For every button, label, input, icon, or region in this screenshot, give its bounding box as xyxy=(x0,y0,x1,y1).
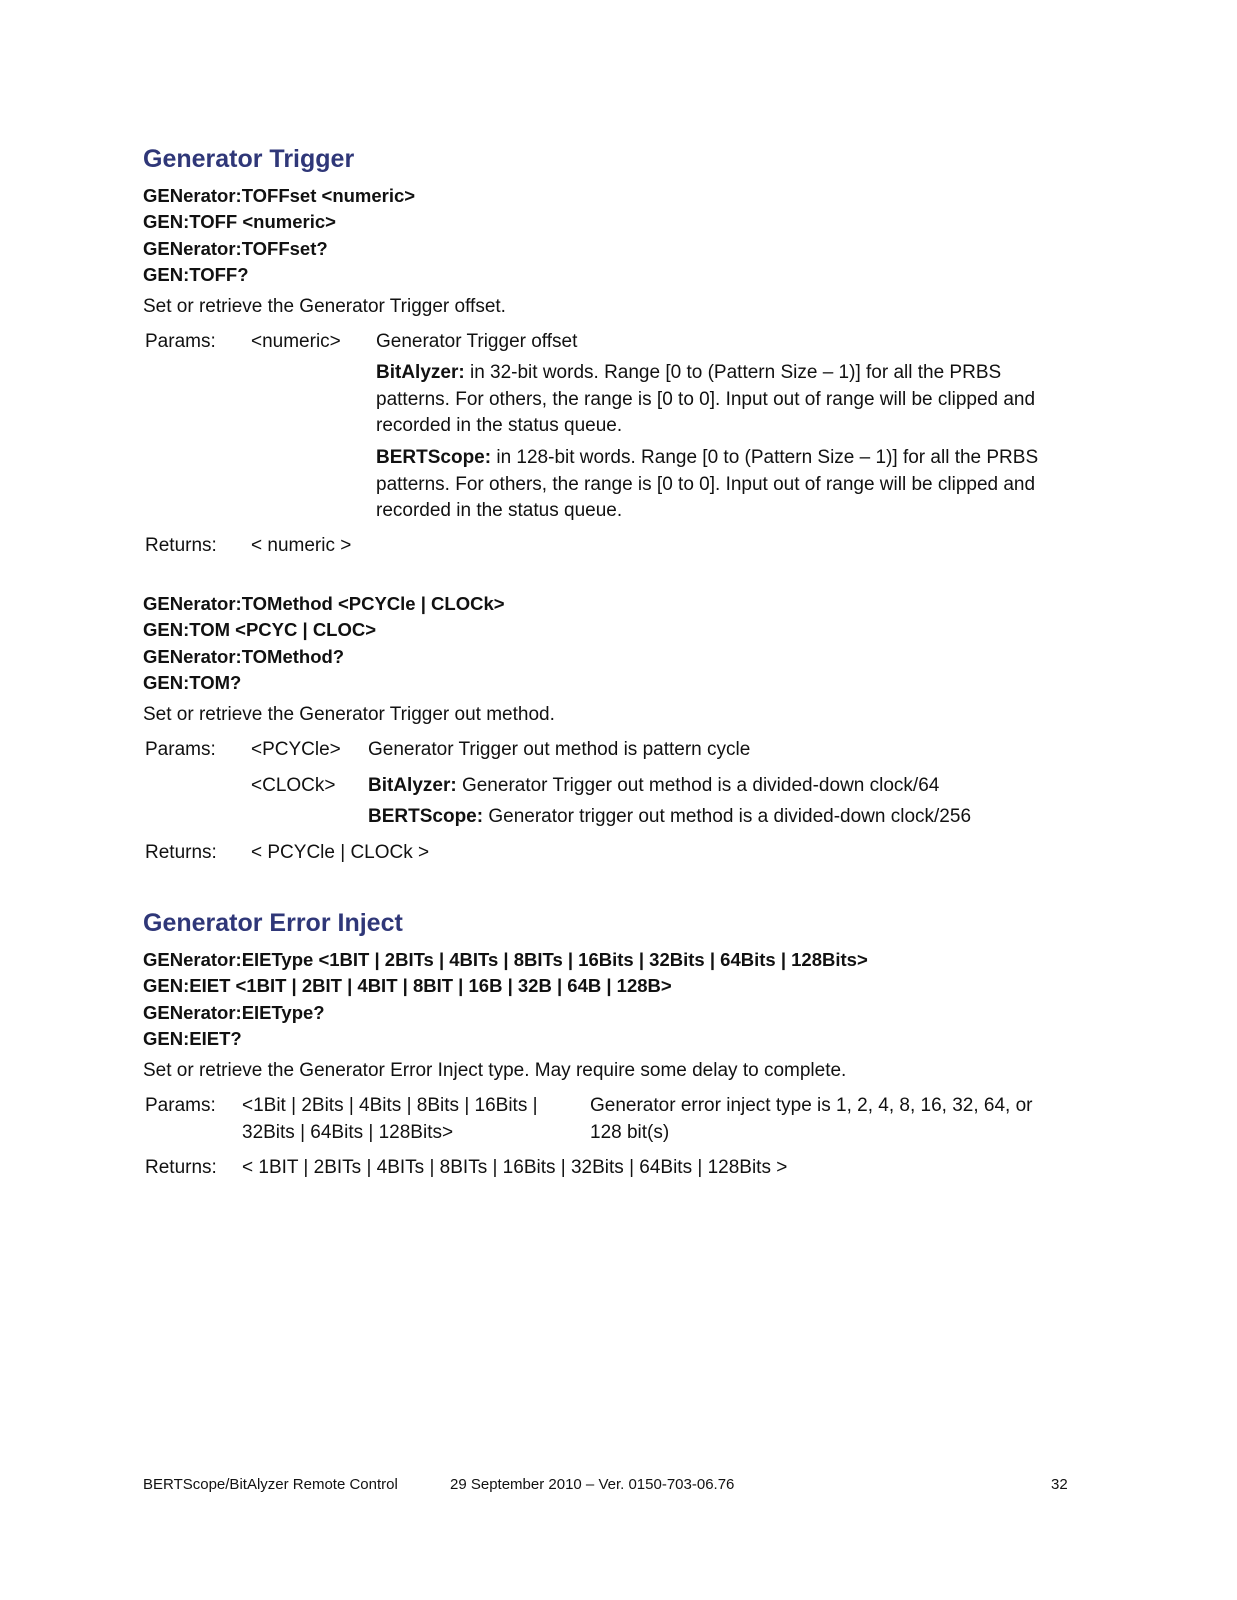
command-description: Set or retrieve the Generator Trigger offset. xyxy=(143,296,506,317)
command-description: Set or retrieve the Generator Trigger out method. xyxy=(143,704,555,725)
bertscope-text: in 128-bit words. Range [0 to (Pattern Size – 1)] for all the PRBS patterns. For others, the range is [0 to 0]. Input out of range will be clipped and recorded in the status queue. xyxy=(376,447,1039,521)
command-line: GENerator:TOMethod? xyxy=(143,646,345,667)
command-line: GENerator:TOMethod <PCYCle | CLOCk> xyxy=(143,593,505,614)
command-line: GENerator:TOFFset <numeric> xyxy=(143,185,416,206)
param-name: <PCYCle> xyxy=(251,739,341,760)
param-description: Generator Trigger offset xyxy=(376,331,578,352)
param-description: Generator error inject type is 1, 2, 4, 8, 16, 32, 64, or 128 bit(s) xyxy=(590,1095,1033,1143)
section-title-generator-error-inject: Generator Error Inject xyxy=(143,909,403,937)
param-name: <CLOCk> xyxy=(251,775,336,796)
command-line: GEN:TOFF <numeric> xyxy=(143,211,336,232)
returns-value: < numeric > xyxy=(251,535,352,556)
param-name: <numeric> xyxy=(251,331,341,352)
command-line: GEN:TOFF? xyxy=(143,264,249,285)
command-line: GEN:TOM? xyxy=(143,672,242,693)
command-description: Set or retrieve the Generator Error Inject type. May require some delay to complete. xyxy=(143,1060,847,1081)
bertscope-note xyxy=(376,445,1056,525)
command-line: GENerator:TOFFset? xyxy=(143,238,328,259)
param-description: Generator Trigger out method is pattern cycle xyxy=(368,739,751,760)
bertscope-label: BERTScope: xyxy=(376,447,492,468)
footer-date-version: 29 September 2010 – Ver. 0150-703-06.76 xyxy=(450,1476,735,1493)
bertscope-note xyxy=(368,804,971,831)
command-line: GENerator:EIEType? xyxy=(143,1002,325,1023)
command-line: GEN:EIET? xyxy=(143,1028,242,1049)
returns-value: < 1BIT | 2BITs | 4BITs | 8BITs | 16Bits | 32Bits | 64Bits | 128Bits > xyxy=(242,1157,788,1178)
returns-label: Returns: xyxy=(145,842,217,863)
bertscope-label: BERTScope: xyxy=(368,806,484,827)
bitalyzer-text: in 32-bit words. Range [0 to (Pattern Size – 1)] for all the PRBS patterns. For others, the range is [0 to 0]. Input out of range will be clipped and recorded in the status queue. xyxy=(376,362,1036,436)
param-name: <1Bit | 2Bits | 4Bits | 8Bits | 16Bits | 32Bits | 64Bits | 128Bits> xyxy=(242,1095,538,1143)
bitalyzer-label: BitAlyzer: xyxy=(376,362,465,383)
footer-page-number: 32 xyxy=(1051,1476,1068,1493)
params-label: Params: xyxy=(145,1095,216,1116)
command-line: GEN:TOM <PCYC | CLOC> xyxy=(143,619,377,640)
bertscope-text: Generator trigger out method is a divided-down clock/256 xyxy=(483,806,972,827)
bitalyzer-note xyxy=(368,773,939,800)
params-label: Params: xyxy=(145,739,216,760)
returns-value: < PCYCle | CLOCk > xyxy=(251,842,430,863)
footer-doc-title: BERTScope/BitAlyzer Remote Control xyxy=(143,1476,398,1493)
params-label: Params: xyxy=(145,331,216,352)
bitalyzer-note xyxy=(376,360,1056,440)
returns-label: Returns: xyxy=(145,535,217,556)
command-line: GENerator:EIEType <1BIT | 2BITs | 4BITs | 8BITs | 16Bits | 32Bits | 64Bits | 128Bits> xyxy=(143,949,868,970)
bitalyzer-label: BitAlyzer: xyxy=(368,775,457,796)
section-title-generator-trigger: Generator Trigger xyxy=(143,145,355,173)
bitalyzer-text: Generator Trigger out method is a divided-down clock/64 xyxy=(456,775,940,796)
returns-label: Returns: xyxy=(145,1157,217,1178)
command-line: GEN:EIET <1BIT | 2BIT | 4BIT | 8BIT | 16B | 32B | 64B | 128B> xyxy=(143,975,672,996)
